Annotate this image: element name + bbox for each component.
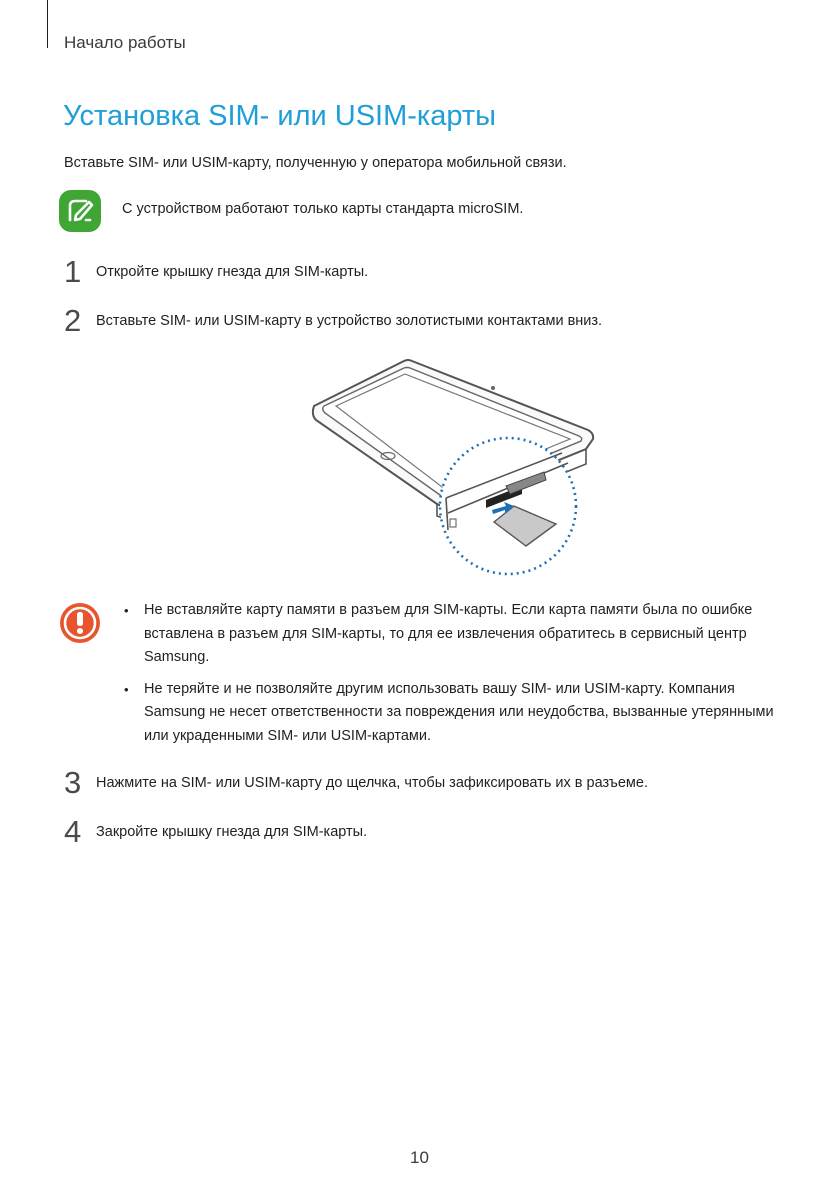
step-number: 4 bbox=[64, 814, 82, 849]
note-text: С устройством работают только карты стандарта microSIM. bbox=[122, 201, 524, 217]
exclamation-caution-icon bbox=[58, 601, 102, 645]
caution-item bbox=[122, 599, 782, 670]
step-text: Закройте крышку гнезда для SIM-карты. bbox=[96, 824, 368, 840]
tablet-sim-illustration bbox=[300, 348, 600, 580]
header-rule bbox=[47, 0, 48, 48]
bullet: • bbox=[124, 681, 129, 697]
caution-list bbox=[122, 599, 782, 756]
step-text: Вставьте SIM- или USIM-карту в устройство золотистыми контактами вниз. bbox=[96, 313, 603, 329]
caution-text: Не вставляйте карту памяти в разъем для SIM-карты. Если карта памяти была по ошибке вставлена в разъем для SIM-карты, то для ее извлечения обратитесь в сервисный центр Samsung. bbox=[144, 602, 753, 665]
step-number: 1 bbox=[64, 254, 82, 289]
pencil-note-icon bbox=[58, 189, 102, 233]
intro-text: Вставьте SIM- или USIM-карту, полученную у оператора мобильной связи. bbox=[64, 155, 567, 171]
section-title: Начало работы bbox=[64, 33, 186, 52]
page-number: 10 bbox=[410, 1148, 429, 1167]
bullet: • bbox=[124, 603, 129, 618]
caution-item bbox=[122, 678, 782, 749]
caution-text: Не теряйте и не позволяйте другим использовать вашу SIM- или USIM-карту. Компания Samsung не несет ответственности за повреждения или неудобства, вызванные утерянными или украденными SIM- или USIM-картами. bbox=[144, 680, 774, 744]
step-number: 2 bbox=[64, 303, 82, 338]
step-text: Нажмите на SIM- или USIM-карту до щелчка, чтобы зафиксировать их в разъеме. bbox=[96, 775, 648, 791]
page-title: Установка SIM- или USIM-карты bbox=[63, 100, 497, 132]
step-text: Откройте крышку гнезда для SIM-карты. bbox=[96, 264, 369, 280]
step-number: 3 bbox=[64, 765, 82, 800]
